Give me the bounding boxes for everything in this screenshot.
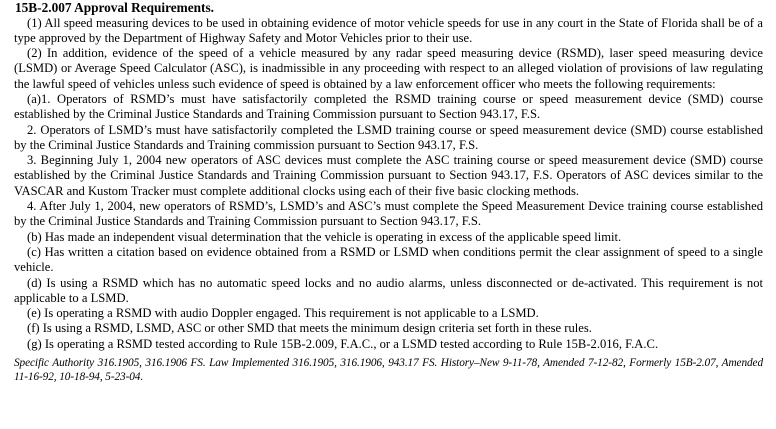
paragraph-2a-3: 3. Beginning July 1, 2004 new operators of ASC devices must complete the ASC training course or speed measurement device (SMD) course established by the Criminal Justice Standards and Training Commission pursuant to Section 943.17, F.S. Operators of ASC devices similar to the VASCAR and Kustom Tracker must complete additional clocks using each of their five basic clocking methods. — [14, 153, 763, 198]
paragraph-2g: (g) Is operating a RSMD tested according to Rule 15B-2.009, F.A.C., or a LSMD tested according to Rule 15B-2.016, F.A.C. — [27, 336, 659, 351]
rule-heading: 15B-2.007 Approval Requirements. — [15, 0, 214, 15]
paragraph-1: (1) All speed measuring devices to be used in obtaining evidence of motor vehicle speeds for use in any court in the State of Florida shall be of a type approved by the Department of Highway Safety and Motor Vehicles prior to their use. — [14, 15, 763, 45]
paragraph-2c: (c) Has written a citation based on evidence obtained from a RSMD or LSMD when conditions permit the clear assignment of speed to a single vehicle. — [14, 244, 763, 275]
history-note: Specific Authority 316.1905, 316.1906 FS. Law Implemented 316.1905, 316.1906, 943.17 FS. History–New 9-11-78, Amended 7-12-82, Formerly 15B-2.07, Amended 11-16-92, 10-18-94, 5-23-04. — [14, 357, 763, 384]
paragraph-2: (2) In addition, evidence of the speed of a vehicle measured by any radar speed measuring device (RSMD), laser speed measuring device (LSMD) or Average Speed Calculator (ASC), is inadmissible in any proceeding with respect to an alleged violation of provisions of law regulating the lawful speed of vehicles unless such evidence of speed is obtained by a law enforcement officer who meets the following requirements: — [14, 46, 763, 91]
paragraph-2b: (b) Has made an independent visual determination that the vehicle is operating in excess of the applicable speed limit. — [27, 229, 622, 244]
paragraph-2d: (d) Is using a RSMD which has no automatic speed locks and no audio alarms, unless disconnected or de-activated. This requirement is not applicable to a LSMD. — [14, 275, 763, 305]
paragraph-2e: (e) Is operating a RSMD with audio Doppler engaged. This requirement is not applicable to a LSMD. — [27, 306, 539, 321]
paragraph-2a-1: (a)1. Operators of RSMD’s must have satisfactorily completed the RSMD training course or speed measurement device (SMD) course established by the Criminal Justice Standards and Training Commission pursuant to Section 943.17, F.S. — [14, 91, 763, 122]
paragraph-2a-2: 2. Operators of LSMD’s must have satisfactorily completed the LSMD training course or speed measurement device (SMD) course established by the Criminal Justice Standards and Training commission pursuant to Section 943.17, F.S. — [14, 122, 763, 152]
paragraph-2a-4: 4. After July 1, 2004, new operators of RSMD’s, LSMD’s and ASC’s must complete the Speed Measurement Device training course established by the Criminal Justice Standards and Training Commission pursuant to Section 943.17, F.S. — [14, 199, 763, 229]
rule-document — [14, 0, 763, 384]
paragraph-2f: (f) Is using a RSMD, LSMD, ASC or other SMD that meets the minimum design criteria set forth in these rules. — [27, 321, 592, 336]
